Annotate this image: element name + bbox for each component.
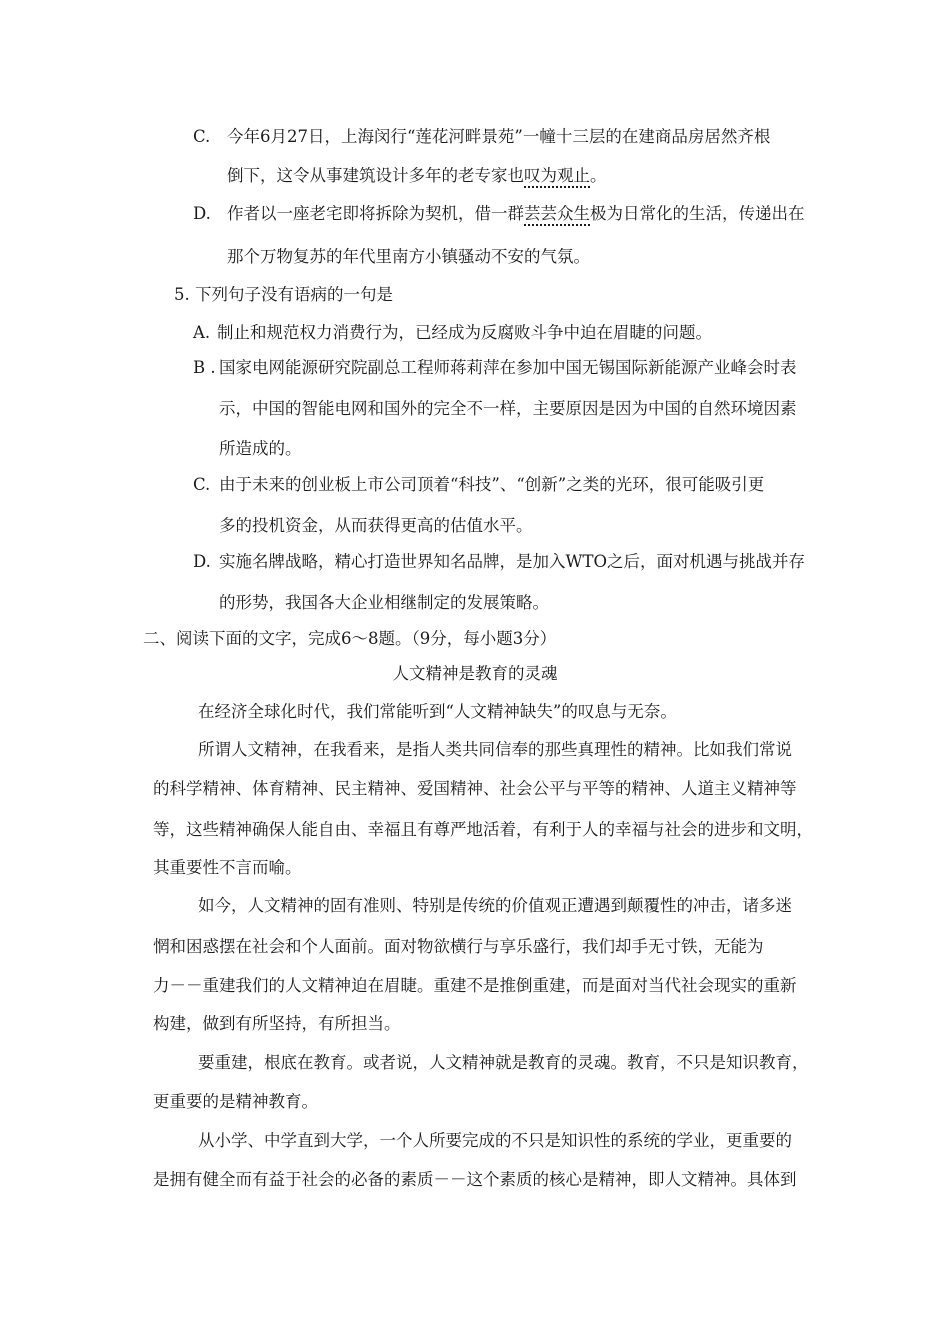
paragraph-4-line2: 更重要的是精神教育。 [153, 1092, 318, 1111]
q5-option-d-line1: D. 实施名牌战略，精心打造世界知名品牌，是加入WTO之后，面对机遇与挑战并存 [193, 550, 805, 574]
paragraph-2-line4: 其重要性不言而喻。 [153, 858, 302, 877]
q5-option-b-line1: B . 国家电网能源研究院副总工程师蒋莉萍在参加中国无锡国际新能源产业峰会时表 [193, 356, 797, 380]
q5-option-d-line2: 的形势，我国各大企业相继制定的发展策略。 [219, 593, 549, 612]
emphasis-dots: 叹为观止 [524, 166, 590, 185]
q4-option-d-line2: 那个万物复苏的年代里南方小镇骚动不安的气氛。 [227, 247, 590, 266]
option-label: A. [193, 323, 211, 342]
paragraph-5-line2: 是拥有健全而有益于社会的必备的素质－－这个素质的核心是精神，即人文精神。具体到 [153, 1170, 797, 1189]
paragraph-2-line1: 所谓人文精神，在我看来，是指人类共同信奉的那些真理性的精神。比如我们常说 [198, 740, 792, 759]
option-label: D. [193, 552, 211, 571]
q5-option-c-line2: 多的投机资金，从而获得更高的估值水平。 [219, 516, 533, 535]
question-5-stem: 5. 下列句子没有语病的一句是 [174, 285, 393, 304]
option-label: D. [193, 204, 211, 223]
paragraph-3-line2: 惘和困惑摆在社会和个人面前。面对物欲横行与享乐盛行，我们却手无寸铁，无能为 [153, 937, 764, 956]
q5-option-b-line3: 所造成的。 [219, 439, 302, 458]
paragraph-4-line1: 要重建，根底在教育。或者说，人文精神就是教育的灵魂。教育，不只是知识教育， [198, 1053, 809, 1072]
q4-option-c-line2: 倒下，这令从事建筑设计多年的老专家也叹为观止。 [227, 166, 607, 185]
paragraph-3-line4: 构建，做到有所坚持，有所担当。 [153, 1014, 401, 1033]
paragraph-3-line3: 力－－重建我们的人文精神迫在眉睫。重建不是推倒重建，而是面对当代社会现实的重新 [153, 976, 797, 995]
paragraph-2-line3: 等，这些精神确保人能自由、幸福且有尊严地活着，有利于人的幸福与社会的进步和文明， [153, 820, 813, 839]
q5-option-c-line1: C. 由于未来的创业板上市公司顶着“科技”、“创新”之类的光环，很可能吸引更 [193, 473, 764, 497]
option-label: C. [193, 127, 211, 146]
section-2-heading: 二、阅读下面的文字，完成6～8题。（9分，每小题3分） [143, 629, 557, 648]
emphasis-dots: 芸芸众生 [524, 204, 590, 223]
q5-option-a: A. 制止和规范权力消费行为，已经成为反腐败斗争中迫在眉睫的问题。 [193, 321, 712, 345]
paragraph-3-line1: 如今，人文精神的固有准则、特别是传统的价值观正遭遇到颠覆性的冲击，诸多迷 [198, 896, 792, 915]
option-label: C. [193, 475, 211, 494]
q4-option-d-line1: D. 作者以一座老宅即将拆除为契机，借一群芸芸众生极为日常化的生活，传递出在 [193, 202, 805, 226]
q4-option-c-line1: C. 今年6月27日，上海闵行“莲花河畔景苑”一幢十三层的在建商品房居然齐根 [193, 125, 770, 149]
paragraph-1-line1: 在经济全球化时代，我们常能听到“人文精神缺失”的叹息与无奈。 [198, 702, 677, 721]
option-label: B . [193, 358, 216, 377]
paragraph-5-line1: 从小学、中学直到大学，一个人所要完成的不只是知识性的系统的学业，更重要的 [198, 1131, 792, 1150]
article-title: 人文精神是教育的灵魂 [392, 664, 558, 683]
paragraph-2-line2: 的科学精神、体育精神、民主精神、爱国精神、社会公平与平等的精神、人道主义精神等 [153, 779, 797, 798]
q5-option-b-line2: 示，中国的智能电网和国外的完全不一样，主要原因是因为中国的自然环境因素 [219, 399, 797, 418]
